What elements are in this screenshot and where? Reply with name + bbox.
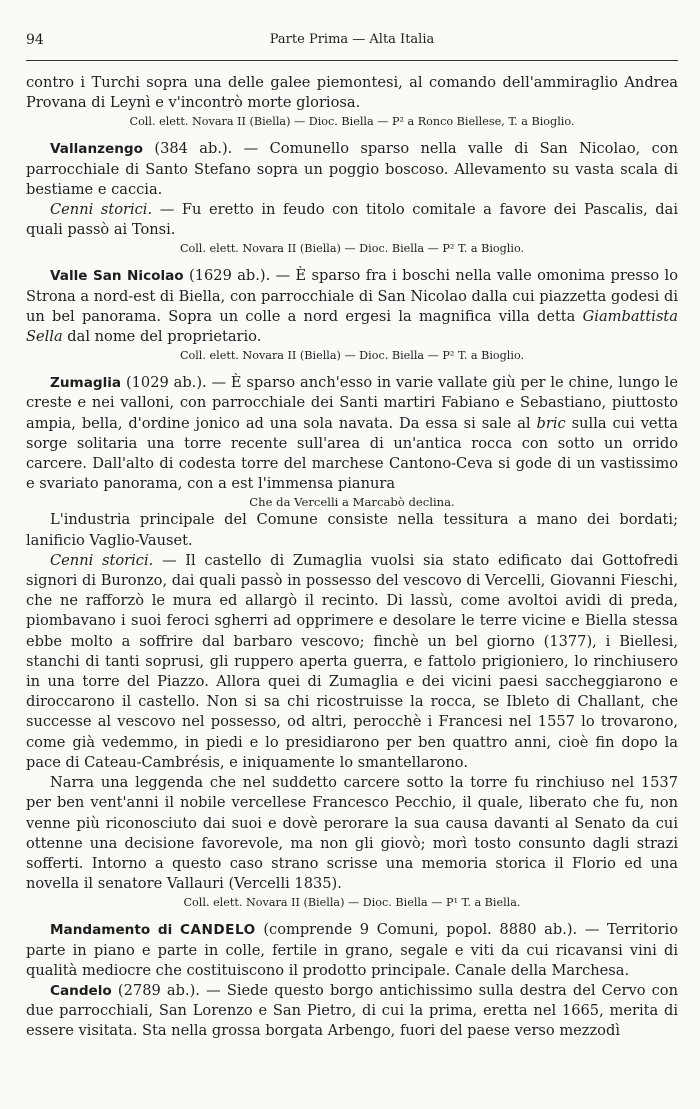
entry-name: Zumaglia (50, 375, 122, 392)
running-title: Parte Prima — Alta Italia (269, 32, 435, 47)
mandamento-candelo: Mandamento di CANDELO (comprende 9 Comuni, popol. 8880 ab.). — Territorio parte in piano e parte in colle, fertile in grano, segale e viti da cui ricavansi vini di qualità mediocre che costituiscono il prodotto principale. Canale della Marchesa. (26, 921, 678, 979)
header-rule (26, 60, 678, 61)
entry-zumaglia: Zumaglia (1029 ab.). — È sparso anch'esso in varie vallate giù per le chine, lungo le creste e nei valloni, con parrocchiale dei Santi martiri Fabiano e Sebastiano, piuttosto ampia, bella, d'ordine jonico ad una sola navata. Da essa si sale al bric sulla cui vetta sorge solitaria una torre recente sull'area di un'antica rocca con sotto un orrido carcere. Dall'alto di codesta torre del marchese Cantono-Ceva si gode di un vastissimo e svariato panorama, con a est l'immensa pianura (26, 374, 678, 493)
cenni-storici-vallanzengo: Cenni storici. — Fu eretto in feudo con titolo comitale a favore dei Pascalis, dai quali passò ai Tonsi. (26, 201, 678, 239)
collegio-line: Coll. elett. Novara II (Biella) — Dioc. Biella — P¹ T. a Biella. (183, 896, 521, 910)
entry-name: Candelo (50, 982, 112, 999)
entry-vallanzengo: Vallanzengo (384 ab.). — Comunello sparso nella valle di San Nicolao, con parrocchiale di Santo Stefano sopra un poggio boscoso. Allevamento su vasta scala di bestiame e caccia. (26, 140, 678, 198)
collegio-line: Coll. elett. Novara II (Biella) — Dioc. Biella — P² T. a Bioglio. (179, 349, 525, 363)
entry-name: Valle San Nicolao (50, 268, 184, 285)
collegio-line: Coll. elett. Novara II (Biella) — Dioc. Biella — P² T. a Bioglio. (179, 242, 525, 256)
entry-name: Vallanzengo (50, 141, 143, 158)
entry-valle-san-nicolao: Valle San Nicolao (1629 ab.). — È sparso fra i boschi nella valle omonima presso lo Strona a nord-est di Biella, con parrocchiale di San Nicolao dalla cui piazzetta godesi di un bel panorama. Sopra un colle a nord ergesi la magnifica villa detta Giambattista Sella dal nome del proprietario. (26, 267, 679, 346)
continued-paragraph: contro i Turchi sopra una delle galee piemontesi, al comando dell'ammiraglio Andrea Provana di Leynì e v'incontrò morte gloriosa. (26, 74, 678, 112)
entry-candelo: Candelo (2789 ab.). — Siede questo borgo antichissimo sulla destra del Cervo con due parrocchiali, San Lorenzo e San Pietro, di cui la prima, eretta nel 1665, merita di essere visitata. Sta nella grossa borgata Arbengo, fuori del paese verso mezzodì (26, 981, 678, 1040)
page-header (26, 30, 678, 52)
cenni-storici-zumaglia: Cenni storici. — Il castello di Zumaglia vuolsi sia stato edificato dai Gottofredi signori di Buronzo, dai quali passò in possesso del vescovo di Vercelli, Giovanni Fieschi, che ne rafforzò le mura ed allargò il recinto. Di lassù, come avoltoi avidi di preda, piombavano i suoi feroci sgherri ad opprimere e desolare le terre vicine e Biella stessa ebbe molto a soffrire dal barbaro vescovo; finchè un bel giorno (1377), i Biellesi, stanchi di tanti soprusi, gli ruppero aperta guerra, e fattolo prigioniero, lo rinchiusero in una torre del Piazzo. Allora quei di Zumaglia e dei vicini paesi saccheggiarono e diroccarono il castello. Non si sa chi ricostruisse la rocca, se Ibleto di Challant, che successe al vescovo nel possesso, od altri, perocchè i Francesi nel 1557 lo trovarono, come già vedemmo, in piedi e lo presidiarono per ben quattro anni, cioè fin dopo la pace di Cateau-Cambrésis, e iniquamente lo smantellarono. (26, 551, 678, 771)
collegio-line: Coll. elett. Novara II (Biella) — Dioc. Biella — P² a Ronco Biellese, T. a Bioglio. (129, 115, 575, 129)
page-number: 94 (26, 32, 44, 48)
verse-quote: Che da Vercelli a Marcabò declina. (249, 495, 455, 510)
industry-paragraph: L'industria principale del Comune consiste nella tessitura a mano dei bordati; lanificio Vaglio-Vauset. (26, 511, 678, 549)
legend-paragraph: Narra una leggenda che nel suddetto carcere sotto la torre fu rinchiuso nel 1537 per ben vent'anni il nobile vercellese Francesco Pecchio, il quale, liberato che fu, non venne più riconosciuto dai suoi e dovè perorare la sua causa davanti al Senato da cui ottenne una decisione favorevole, ma non gli giovò; morì tosto consunto dagli strazi sofferti. Intorno a questo caso strano scrisse una memoria storica il Florio ed una novella il senatore Vallauri (Vercelli 1835). (26, 774, 678, 893)
